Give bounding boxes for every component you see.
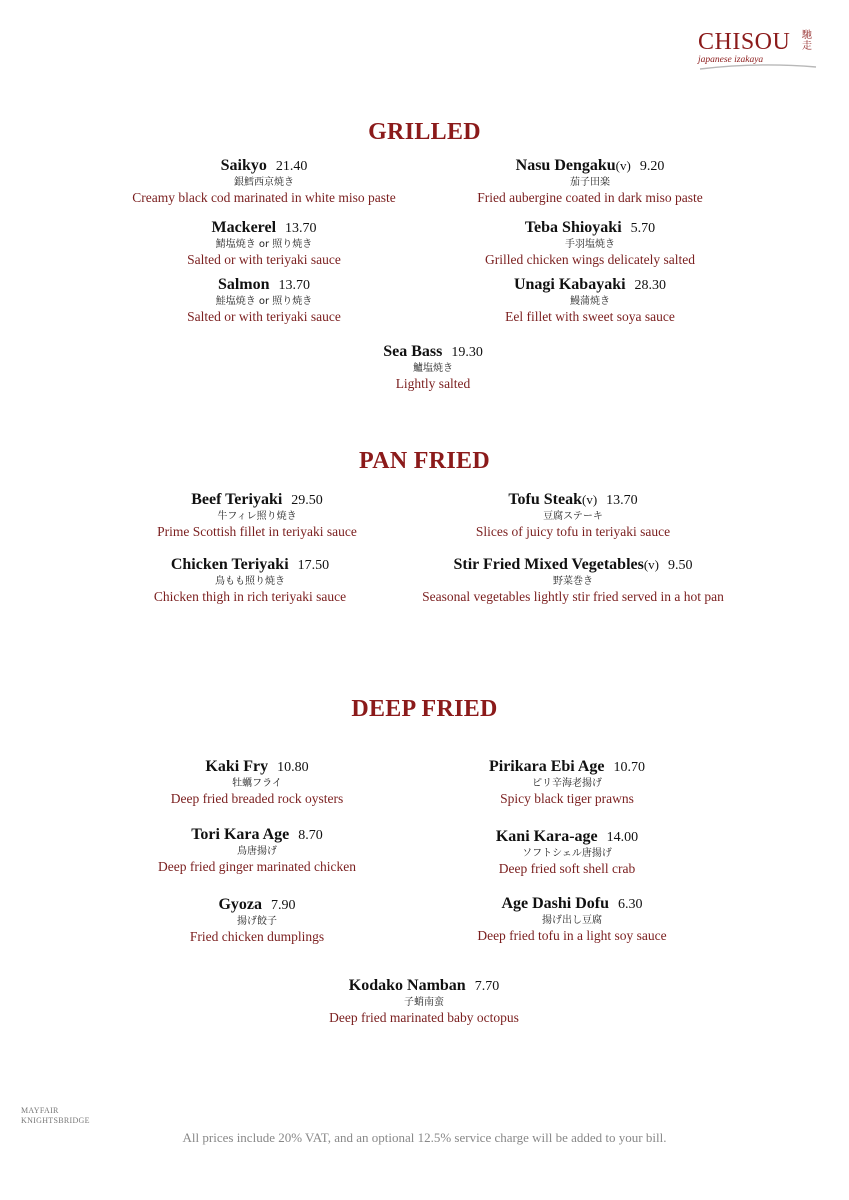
item-description: Creamy black cod marinated in white miso paste <box>132 190 396 205</box>
item-name: Tori Kara Age <box>191 826 290 843</box>
item-name: Tofu Steak <box>508 491 582 508</box>
item-name: Kaki Fry <box>205 758 269 775</box>
item-name: Salmon <box>217 276 270 293</box>
item-japanese: 手羽塩焼き <box>565 239 615 250</box>
item-name: Teba Shioyaki <box>524 219 622 236</box>
item-name: Beef Teriyaki <box>191 491 283 508</box>
item-price: 7.70 <box>474 979 500 994</box>
item-japanese: 鯖塩焼き or 照り焼き <box>215 239 313 250</box>
menu-item <box>77 895 437 945</box>
item-japanese: 牛フィレ照り焼き <box>217 511 297 522</box>
item-japanese: 鳥唐揚げ <box>237 846 277 857</box>
item-veg: (v) <box>643 557 660 572</box>
item-veg: (v) <box>581 492 598 507</box>
item-name: Chicken Teriyaki <box>170 556 289 573</box>
menu-item <box>244 976 604 1026</box>
menu-item <box>77 490 437 540</box>
locations <box>21 1106 90 1126</box>
item-price: 5.70 <box>630 221 656 236</box>
section-title-pan-fried: PAN FRIED <box>359 448 490 474</box>
item-name: Pirikara Ebi Age <box>488 758 605 775</box>
item-description: Deep fried ginger marinated chicken <box>158 859 356 874</box>
logo-swoosh-icon <box>698 63 818 71</box>
item-description: Fried chicken dumplings <box>189 929 325 944</box>
item-japanese: 鮭塩焼き or 照り焼き <box>215 296 313 307</box>
logo-tagline: japanese izakaya <box>698 55 764 65</box>
menu-item <box>253 342 613 392</box>
item-name: Unagi Kabayaki <box>513 276 626 293</box>
item-japanese: 子蛸南蛮 <box>404 997 444 1008</box>
chisou-logo <box>698 28 820 72</box>
item-description: Grilled chicken wings delicately salted <box>485 252 695 267</box>
item-price: 14.00 <box>606 830 639 845</box>
item-description: Deep fried soft shell crab <box>498 861 636 876</box>
item-japanese: ソフトシェル唐揚げ <box>522 848 612 859</box>
item-price: 19.30 <box>451 345 483 360</box>
menu-item <box>410 156 770 206</box>
item-name: Stir Fried Mixed Vegetables <box>453 556 644 573</box>
item-name: Kodako Namban <box>348 977 466 994</box>
item-price: 28.30 <box>634 278 667 293</box>
location-knightsbridge: KNIGHTSBRIDGE <box>21 1116 90 1125</box>
item-japanese: 銀鱈西京焼き <box>234 177 294 188</box>
menu-item <box>70 555 430 605</box>
item-price: 13.70 <box>285 221 317 236</box>
item-price: 8.70 <box>298 828 323 843</box>
item-veg: (v) <box>615 158 631 173</box>
section-title-grilled: GRILLED <box>368 119 481 145</box>
item-description: Chicken thigh in rich teriyaki sauce <box>153 589 347 604</box>
item-price: 10.70 <box>613 760 646 775</box>
item-description: Salted or with teriyaki sauce <box>187 252 341 267</box>
menu-item <box>84 156 444 206</box>
menu-item <box>84 218 444 268</box>
item-description: Prime Scottish fillet in teriyaki sauce <box>157 524 357 539</box>
item-description: Lightly salted <box>395 376 471 391</box>
item-japanese: 揚げ餃子 <box>237 916 277 927</box>
item-description: Deep fried marinated baby octopus <box>329 1010 519 1025</box>
item-name: Kani Kara-age <box>495 828 598 845</box>
item-description: Seasonal vegetables lightly stir fried served in a hot pan <box>422 589 724 604</box>
menu-item <box>410 275 770 325</box>
item-name: Nasu Dengaku <box>515 157 616 174</box>
item-price: 9.50 <box>668 558 693 573</box>
item-name: Saikyo <box>220 157 267 174</box>
item-name: Age Dashi Dofu <box>501 895 610 912</box>
item-description: Salted or with teriyaki sauce <box>187 309 341 324</box>
item-description: Spicy black tiger prawns <box>500 791 634 806</box>
item-price: 9.20 <box>639 159 665 174</box>
menu-item <box>393 490 753 540</box>
item-japanese: 牡蠣フライ <box>232 778 282 789</box>
item-japanese: 鰻蒲焼き <box>570 296 610 307</box>
item-description: Deep fried tofu in a light soy sauce <box>477 928 667 943</box>
price-footnote: All prices include 20% VAT, and an optional 12.5% service charge will be added to your bill. <box>182 1130 667 1145</box>
menu-item <box>387 757 747 807</box>
item-price: 29.50 <box>291 493 323 508</box>
item-description: Deep fried breaded rock oysters <box>170 791 344 806</box>
item-japanese: 豆腐ステーキ <box>543 511 603 522</box>
item-description: Eel fillet with sweet soya sauce <box>505 309 675 324</box>
item-name: Mackerel <box>211 219 277 236</box>
item-japanese: ピリ辛海老揚げ <box>532 778 602 789</box>
item-price: 7.90 <box>271 898 296 913</box>
item-price: 13.70 <box>606 493 638 508</box>
item-japanese: 野菜巻き <box>553 576 593 587</box>
item-price: 10.80 <box>277 760 309 775</box>
item-price: 13.70 <box>278 278 311 293</box>
item-name: Sea Bass <box>383 343 443 360</box>
menu-item <box>84 275 444 325</box>
item-japanese: 鱸塩焼き <box>413 363 453 374</box>
menu-item <box>410 218 770 268</box>
logo-brand: CHISOU <box>698 29 791 55</box>
item-japanese: 揚げ出し豆腐 <box>542 915 602 926</box>
item-name: Gyoza <box>218 896 263 913</box>
menu-item <box>387 827 747 877</box>
item-price: 17.50 <box>297 558 330 573</box>
logo-kanji: 馳走 <box>802 30 812 52</box>
menu-item <box>77 757 437 807</box>
item-description: Slices of juicy tofu in teriyaki sauce <box>475 524 671 539</box>
menu-item <box>392 894 752 944</box>
item-price: 21.40 <box>275 159 308 174</box>
item-japanese: 茄子田楽 <box>570 177 610 188</box>
item-description: Fried aubergine coated in dark miso paste <box>477 190 703 205</box>
menu-item <box>77 825 437 875</box>
menu-item <box>383 555 763 605</box>
item-japanese: 鳥もも照り焼き <box>215 576 285 587</box>
location-mayfair: MAYFAIR <box>21 1106 59 1115</box>
section-title-deep-fried: DEEP FRIED <box>351 696 498 722</box>
item-price: 6.30 <box>618 897 643 912</box>
